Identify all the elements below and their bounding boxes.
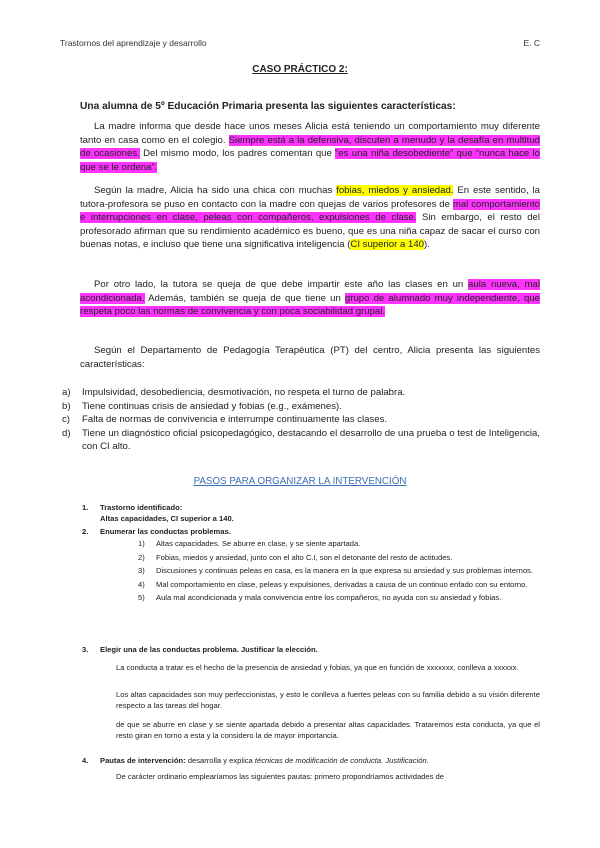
step-4	[82, 756, 540, 767]
step-title: Elegir una de las conductas problema. Justificar la elección.	[100, 645, 318, 654]
list-item	[62, 413, 540, 427]
header-right: E. C	[523, 38, 540, 48]
list-item	[138, 593, 540, 604]
step-3-paragraph-3: de que se aburre en clase y se siente apartada debido a presentar altas capacidades. Trataremos esta conducta, ya que el resto giran en torno a esta y la considero la de mayor importancia.	[116, 720, 540, 740]
step-1	[82, 503, 540, 524]
list-text: Discusiones y continuas peleas en casa, es la manera en la que expresa su ansiedad y sus problemas internos.	[156, 566, 533, 576]
step-title-italic: técnicas de modificación de conducta. Justificación.	[254, 756, 429, 765]
p3-text-1: Por otro lado, la tutora se queja de que debe impartir este año las clases en un	[94, 279, 469, 290]
p1-text-1: La madre informa que desde hace unos meses Alicia está teniendo un comportamiento muy diferente tanto en casa como en el colegio.	[80, 121, 540, 146]
step-2-list	[138, 539, 540, 604]
paragraph-1	[80, 120, 540, 174]
list-marker: d)	[62, 427, 71, 439]
p1-highlight-2: “es una niña desobediente” que “nunca hace lo que se le ordena”.	[80, 148, 540, 173]
step-2	[82, 527, 540, 538]
p2-text-4: ).	[424, 239, 430, 251]
list-text: Falta de normas de convivencia e interrumpe continuamente las clases.	[82, 414, 388, 426]
list-marker: c)	[62, 414, 70, 426]
p2-highlight-3: CI superior a 140	[350, 239, 424, 251]
step-number: 2.	[82, 527, 89, 536]
paragraph-3	[80, 278, 540, 319]
step-number: 4.	[82, 756, 89, 765]
list-marker: b)	[62, 400, 71, 412]
step-title	[100, 756, 540, 767]
list-item	[62, 427, 540, 454]
step-title: Trastorno identificado:	[100, 503, 183, 512]
list-text: Impulsividad, desobediencia, desmotivación, no respeta el turno de palabra.	[82, 387, 406, 398]
step-number: 3.	[82, 645, 89, 654]
list-marker: 4)	[138, 579, 145, 589]
step-title-bold: Pautas de intervención:	[100, 756, 186, 765]
list-item	[62, 400, 540, 414]
list-marker: 3)	[138, 566, 145, 576]
section-heading-pasos: PASOS PARA ORGANIZAR LA INTERVENCIÓN	[193, 476, 407, 487]
step-body: Altas capacidades, CI superior a 140.	[100, 513, 234, 523]
p1-highlight-1: Siempre está a la defensiva, discuten a menudo y la desafía en multitud de ocasiones.	[80, 134, 540, 160]
list-marker: 2)	[138, 552, 145, 562]
list-text: Mal comportamiento en clase, peleas y expulsiones, derivadas a causa de un continuo enfado con su entorno.	[156, 579, 528, 589]
intro-heading: Una alumna de 5º Educación Primaria presenta las siguientes características:	[80, 101, 456, 112]
list-item	[62, 386, 540, 400]
p3-highlight-2: grupo de alumnado muy independiente, que respeta poco las normas de convivencia y con poca sociabilidad grupal.	[80, 292, 540, 318]
list-item	[138, 566, 540, 577]
p3-highlight-1: aula nueva, mal acondicionada.	[80, 279, 541, 304]
step-3-paragraph-2: Los altas capacidades son muy perfeccionistas, y esto le conlleva a fuertes peleas con su familia debido a su visión diferente respecto a las tareas del hogar.	[116, 690, 540, 710]
list-marker: a)	[62, 387, 71, 398]
step-title: Enumerar las conductas problemas.	[100, 527, 231, 536]
list-text: Tiene un diagnóstico oficial psicopedagógico, destacando el desarrollo de una prueba o test de Inteligencia, con CI alto.	[82, 427, 540, 453]
list-text: Altas capacidades. Se aburre en clase, y se siente apartada.	[156, 539, 361, 548]
list-marker: 1)	[138, 539, 145, 548]
list-marker: 5)	[138, 593, 145, 603]
list-text: Fobias, miedos y ansiedad, junto con el alto C.I, son el detonante del resto de actitudes.	[156, 552, 453, 562]
step-3-paragraph-1: La conducta a tratar es el hecho de la presencia de ansiedad y fobias, ya que en función de xxxxxxx, conlleva a xxxxxx.	[116, 663, 519, 672]
p3-text-2: Además, también se queja de que tiene un	[144, 292, 345, 304]
paragraph-2	[80, 184, 540, 252]
page-title: CASO PRÁCTICO 2:	[252, 64, 348, 75]
p2-text-3: Sin embargo, el resto del profesorado afirman que su rendimiento académico es bueno, que es una niña capaz de sacar el curso con buenas notas, e incluso que tiene una significativa inteligencia (	[80, 212, 541, 251]
list-text: Tiene continuas crisis de ansiedad y fobias (e.g., exámenes).	[82, 400, 342, 412]
paragraph-4: Según el Departamento de Pedagogía Terapéutica (PT) del centro, Alicia presenta las siguientes características:	[80, 345, 540, 370]
step-title-rest: desarrolla y explica	[185, 756, 255, 765]
list-item	[138, 580, 540, 591]
characteristics-list	[62, 386, 540, 454]
p1-text-2: Del mismo modo, los padres comentan que	[139, 148, 336, 160]
p2-highlight-1: fobias, miedos y ansiedad.	[336, 185, 454, 196]
step-4-paragraph-1: De carácter ordinario emplearíamos las siguientes pautas: primero propondríamos actividades de	[116, 772, 444, 781]
list-item	[138, 539, 540, 550]
list-item	[138, 553, 540, 564]
list-text: Aula mal acondicionada y mala convivencia entre los compañeros, no ayuda con su ansiedad y fobias.	[156, 593, 502, 603]
step-3	[82, 645, 540, 656]
p2-text-2: En este sentido, la tutora-profesora se puso en contacto con la madre con quejas de varios profesores de	[80, 185, 540, 210]
step-number: 1.	[82, 503, 89, 512]
p2-highlight-2: mal comportamiento e interrupciones en clase, peleas con compañeros, expulsiones de clase.	[80, 198, 540, 224]
p2-text-1: Según la madre, Alicia ha sido una chica con muchas	[94, 185, 337, 196]
header-left: Trastornos del aprendizaje y desarrollo	[60, 38, 207, 48]
